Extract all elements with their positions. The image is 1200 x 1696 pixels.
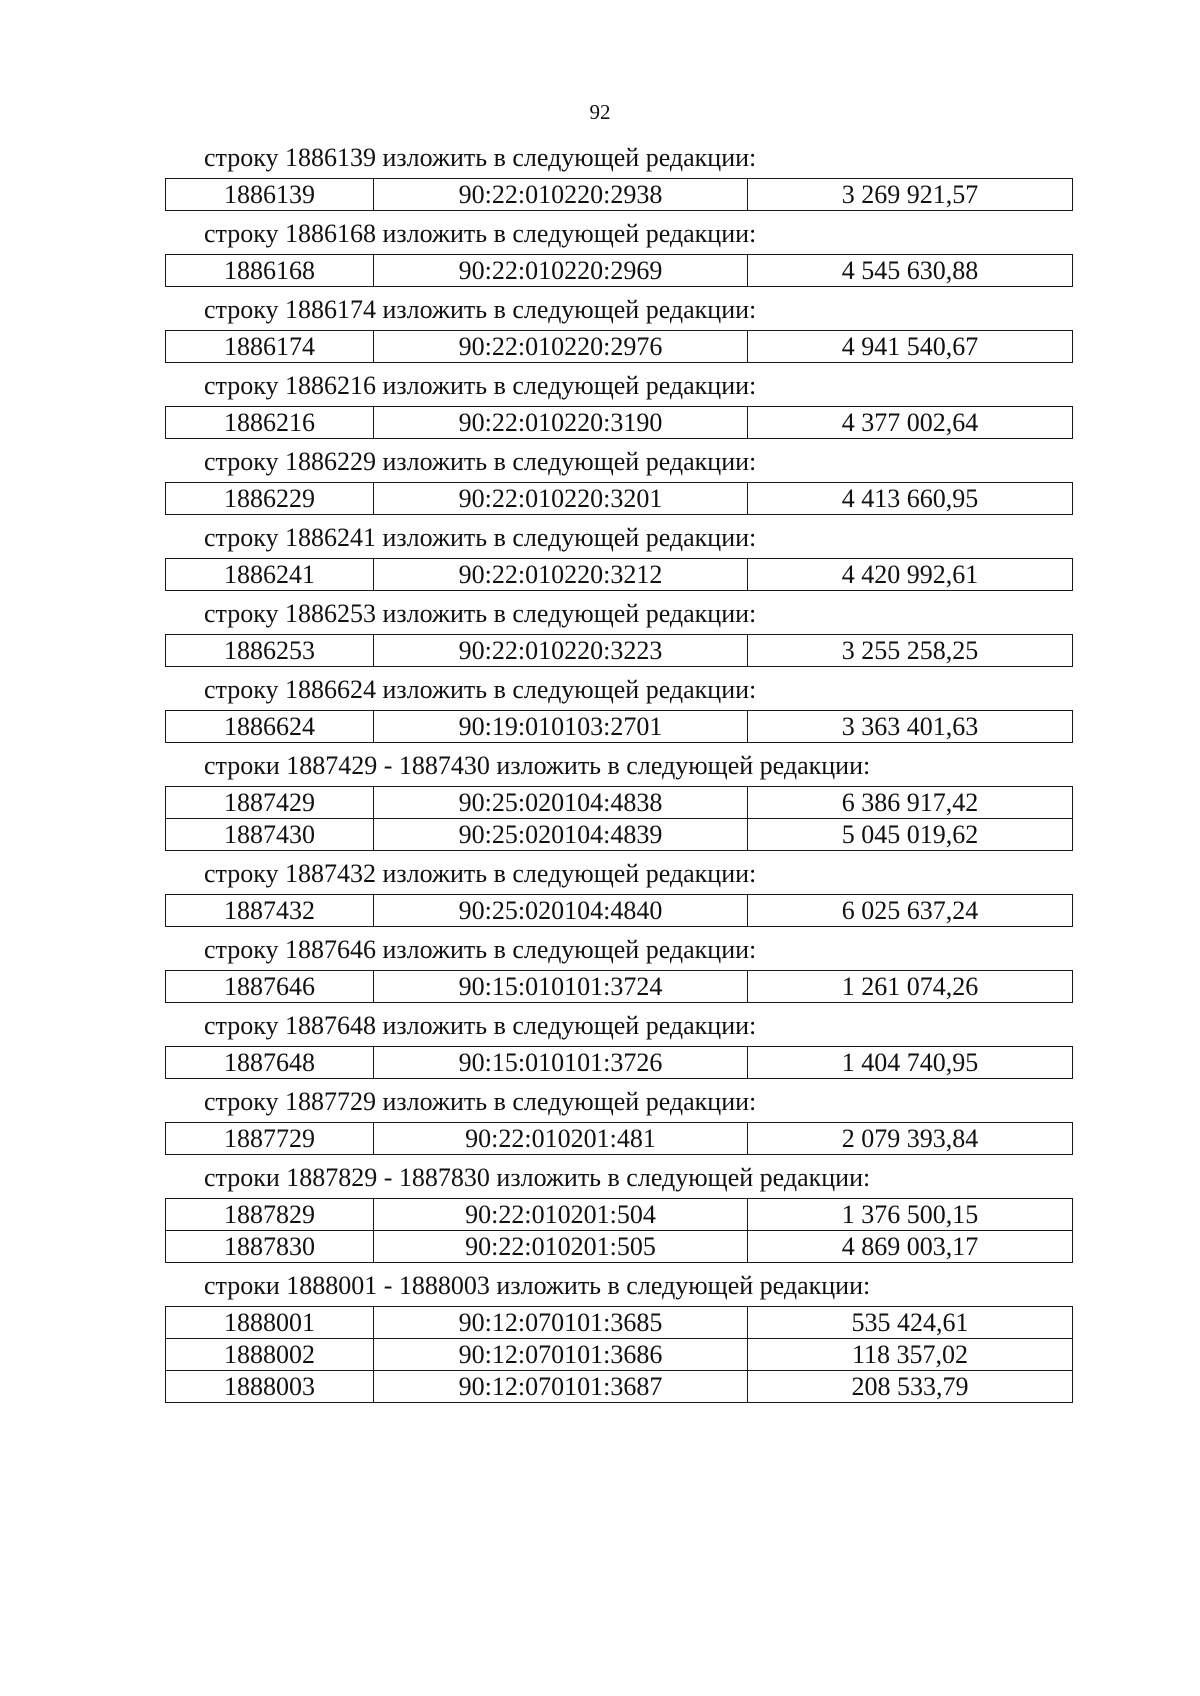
amendment-block xyxy=(165,751,1072,851)
amendment-block xyxy=(165,447,1072,515)
table-row xyxy=(166,1123,1073,1155)
amendment-table xyxy=(165,970,1073,1003)
amendment-instruction: строку 1887648 изложить в следующей редакции: xyxy=(204,1011,757,1040)
row-number-cell: 1887829 xyxy=(166,1199,374,1231)
value-cell: 6 386 917,42 xyxy=(748,787,1073,819)
value-cell: 1 376 500,15 xyxy=(748,1199,1073,1231)
row-number-cell: 1887648 xyxy=(166,1047,374,1079)
cadastral-number-cell: 90:22:010220:3223 xyxy=(374,635,748,667)
cadastral-number-cell: 90:22:010220:3190 xyxy=(374,407,748,439)
cadastral-number-cell: 90:12:070101:3686 xyxy=(374,1339,748,1371)
row-number-cell: 1886241 xyxy=(166,559,374,591)
cadastral-number-cell: 90:22:010220:3212 xyxy=(374,559,748,591)
value-cell: 3 363 401,63 xyxy=(748,711,1073,743)
value-cell: 535 424,61 xyxy=(748,1307,1073,1339)
amendment-table xyxy=(165,178,1073,211)
amendment-block xyxy=(165,859,1072,927)
cadastral-number-cell: 90:25:020104:4838 xyxy=(374,787,748,819)
row-number-cell: 1886168 xyxy=(166,255,374,287)
amendment-table xyxy=(165,482,1073,515)
row-number-cell: 1886174 xyxy=(166,331,374,363)
value-cell: 5 045 019,62 xyxy=(748,819,1073,851)
amendment-instruction: строку 1887729 изложить в следующей редакции: xyxy=(204,1087,757,1116)
table-row xyxy=(166,331,1073,363)
amendment-table xyxy=(165,406,1073,439)
row-number-cell: 1887429 xyxy=(166,787,374,819)
amendment-table xyxy=(165,1306,1073,1403)
value-cell: 118 357,02 xyxy=(748,1339,1073,1371)
document-body xyxy=(165,143,1072,1411)
row-number-cell: 1886229 xyxy=(166,483,374,515)
amendment-instruction: строку 1886229 изложить в следующей редакции: xyxy=(204,447,757,476)
amendment-instruction: строку 1886168 изложить в следующей редакции: xyxy=(204,219,757,248)
amendment-instruction: строки 1887429 - 1887430 изложить в следующей редакции: xyxy=(204,751,871,780)
value-cell: 1 261 074,26 xyxy=(748,971,1073,1003)
amendment-table xyxy=(165,1122,1073,1155)
table-row xyxy=(166,711,1073,743)
row-number-cell: 1887432 xyxy=(166,895,374,927)
table-row xyxy=(166,1371,1073,1403)
amendment-table xyxy=(165,330,1073,363)
amendment-block xyxy=(165,1271,1072,1403)
cadastral-number-cell: 90:22:010201:481 xyxy=(374,1123,748,1155)
row-number-cell: 1887729 xyxy=(166,1123,374,1155)
value-cell: 1 404 740,95 xyxy=(748,1047,1073,1079)
table-row xyxy=(166,1307,1073,1339)
table-row xyxy=(166,1047,1073,1079)
amendment-instruction: строки 1888001 - 1888003 изложить в следующей редакции: xyxy=(204,1271,871,1300)
cadastral-number-cell: 90:22:010201:505 xyxy=(374,1231,748,1263)
cadastral-number-cell: 90:12:070101:3687 xyxy=(374,1371,748,1403)
cadastral-number-cell: 90:15:010101:3726 xyxy=(374,1047,748,1079)
cadastral-number-cell: 90:22:010220:2976 xyxy=(374,331,748,363)
table-row xyxy=(166,895,1073,927)
amendment-block xyxy=(165,675,1072,743)
row-number-cell: 1886216 xyxy=(166,407,374,439)
value-cell: 208 533,79 xyxy=(748,1371,1073,1403)
amendment-table xyxy=(165,1198,1073,1263)
row-number-cell: 1887830 xyxy=(166,1231,374,1263)
amendment-table xyxy=(165,1046,1073,1079)
amendment-instruction: строку 1886216 изложить в следующей редакции: xyxy=(204,371,757,400)
table-row xyxy=(166,407,1073,439)
table-row xyxy=(166,255,1073,287)
row-number-cell: 1888001 xyxy=(166,1307,374,1339)
cadastral-number-cell: 90:25:020104:4839 xyxy=(374,819,748,851)
value-cell: 4 420 992,61 xyxy=(748,559,1073,591)
table-row xyxy=(166,635,1073,667)
amendment-block xyxy=(165,523,1072,591)
cadastral-number-cell: 90:22:010220:2938 xyxy=(374,179,748,211)
page-number: 92 xyxy=(589,100,611,124)
cadastral-number-cell: 90:19:010103:2701 xyxy=(374,711,748,743)
table-row xyxy=(166,1339,1073,1371)
amendment-block xyxy=(165,1011,1072,1079)
cadastral-number-cell: 90:22:010201:504 xyxy=(374,1199,748,1231)
amendment-block xyxy=(165,371,1072,439)
amendment-block xyxy=(165,295,1072,363)
amendment-block xyxy=(165,219,1072,287)
value-cell: 3 255 258,25 xyxy=(748,635,1073,667)
cadastral-number-cell: 90:12:070101:3685 xyxy=(374,1307,748,1339)
value-cell: 4 377 002,64 xyxy=(748,407,1073,439)
amendment-block xyxy=(165,935,1072,1003)
amendment-block xyxy=(165,599,1072,667)
row-number-cell: 1886253 xyxy=(166,635,374,667)
amendment-table xyxy=(165,786,1073,851)
table-row xyxy=(166,787,1073,819)
table-row xyxy=(166,819,1073,851)
amendment-instruction: строку 1886174 изложить в следующей редакции: xyxy=(204,295,757,324)
value-cell: 4 941 540,67 xyxy=(748,331,1073,363)
table-row xyxy=(166,1199,1073,1231)
amendment-instruction: строку 1886253 изложить в следующей редакции: xyxy=(204,599,757,628)
amendment-table xyxy=(165,710,1073,743)
amendment-table xyxy=(165,894,1073,927)
value-cell: 2 079 393,84 xyxy=(748,1123,1073,1155)
amendment-instruction: строку 1886139 изложить в следующей редакции: xyxy=(204,143,757,172)
amendment-table xyxy=(165,558,1073,591)
cadastral-number-cell: 90:15:010101:3724 xyxy=(374,971,748,1003)
amendment-instruction: строку 1887646 изложить в следующей редакции: xyxy=(204,935,757,964)
table-row xyxy=(166,483,1073,515)
cadastral-number-cell: 90:22:010220:3201 xyxy=(374,483,748,515)
table-row xyxy=(166,1231,1073,1263)
value-cell: 6 025 637,24 xyxy=(748,895,1073,927)
amendment-instruction: строку 1886241 изложить в следующей редакции: xyxy=(204,523,757,552)
table-row xyxy=(166,179,1073,211)
row-number-cell: 1886624 xyxy=(166,711,374,743)
value-cell: 3 269 921,57 xyxy=(748,179,1073,211)
cadastral-number-cell: 90:22:010220:2969 xyxy=(374,255,748,287)
amendment-instruction: строку 1887432 изложить в следующей редакции: xyxy=(204,859,757,888)
amendment-block xyxy=(165,143,1072,211)
amendment-block xyxy=(165,1163,1072,1263)
row-number-cell: 1888002 xyxy=(166,1339,374,1371)
table-row xyxy=(166,971,1073,1003)
value-cell: 4 869 003,17 xyxy=(748,1231,1073,1263)
value-cell: 4 545 630,88 xyxy=(748,255,1073,287)
amendment-table xyxy=(165,634,1073,667)
amendment-instruction: строки 1887829 - 1887830 изложить в следующей редакции: xyxy=(204,1163,871,1192)
amendment-block xyxy=(165,1087,1072,1155)
row-number-cell: 1886139 xyxy=(166,179,374,211)
cadastral-number-cell: 90:25:020104:4840 xyxy=(374,895,748,927)
amendment-instruction: строку 1886624 изложить в следующей редакции: xyxy=(204,675,757,704)
value-cell: 4 413 660,95 xyxy=(748,483,1073,515)
amendment-table xyxy=(165,254,1073,287)
row-number-cell: 1888003 xyxy=(166,1371,374,1403)
table-row xyxy=(166,559,1073,591)
row-number-cell: 1887646 xyxy=(166,971,374,1003)
row-number-cell: 1887430 xyxy=(166,819,374,851)
